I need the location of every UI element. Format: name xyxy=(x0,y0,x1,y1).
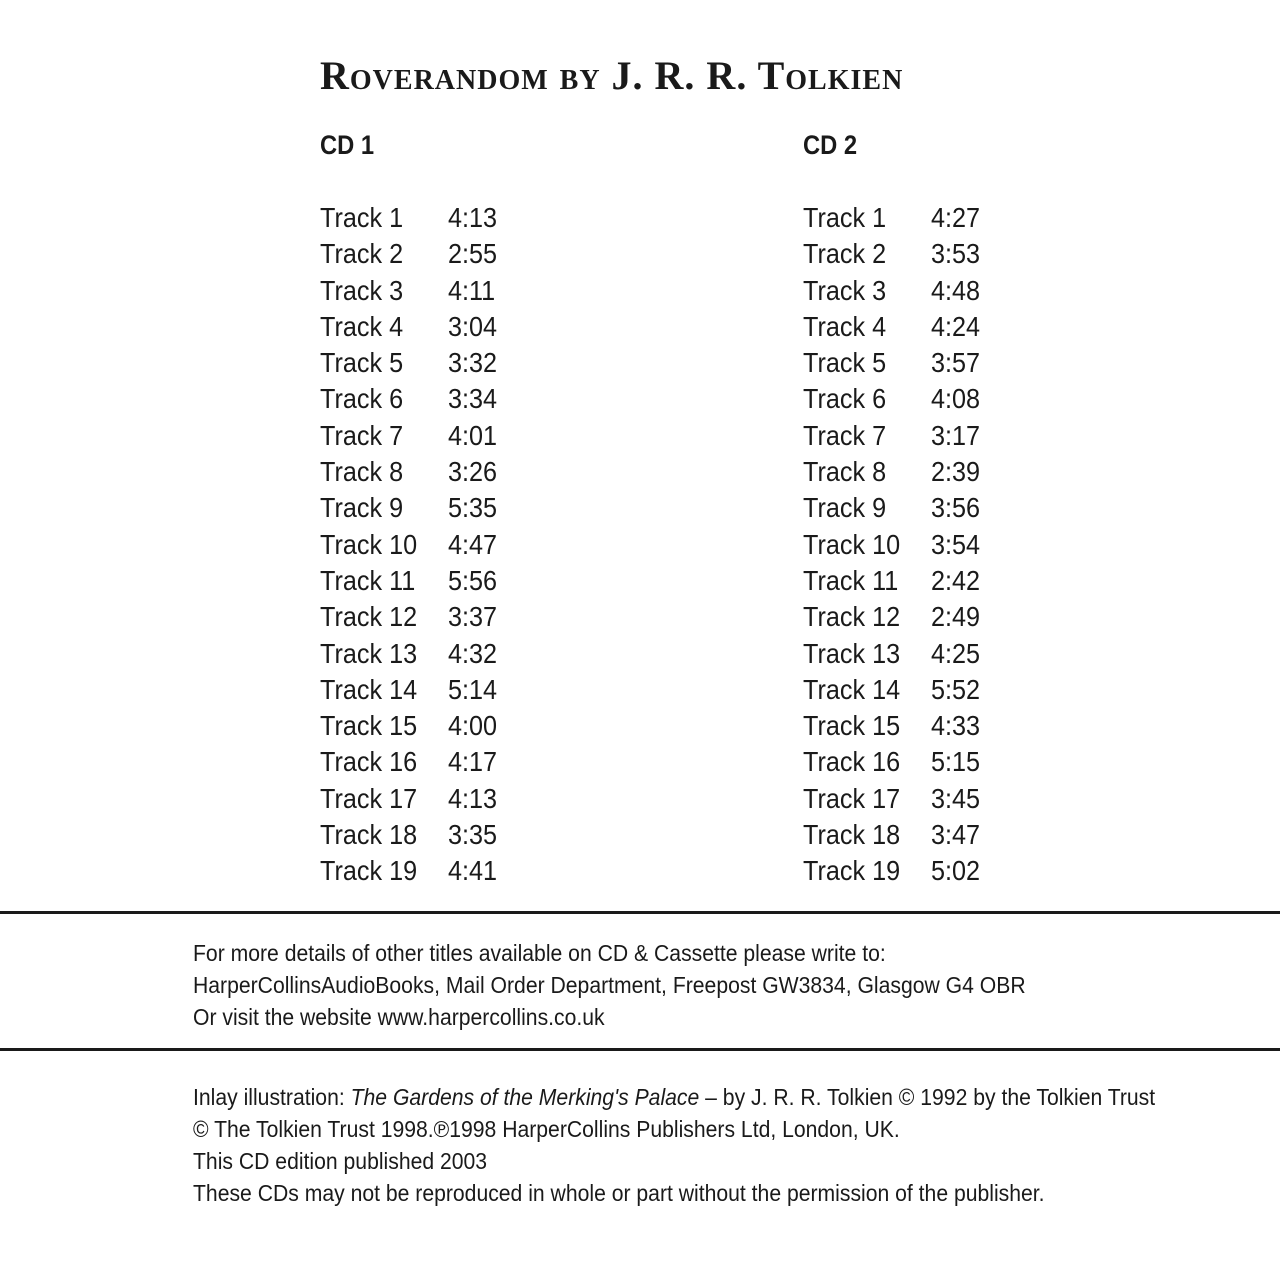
track-row xyxy=(320,454,503,490)
track-name: Track 16 xyxy=(320,746,418,778)
contact-line: For more details of other titles available on CD & Cassette please write to: xyxy=(193,940,886,966)
track-duration: 5:52 xyxy=(931,673,981,705)
track-duration: 4:08 xyxy=(931,383,981,415)
track-name: Track 11 xyxy=(803,564,899,596)
track-name: Track 17 xyxy=(320,782,418,814)
track-name: Track 15 xyxy=(803,710,901,742)
track-duration: 4:25 xyxy=(931,637,981,669)
track-row xyxy=(320,236,503,272)
divider-top xyxy=(0,911,1280,914)
track-name: Track 19 xyxy=(320,855,418,887)
track-name: Track 6 xyxy=(320,383,404,415)
reproduction-notice: These CDs may not be reproduced in whole or part without the permission of the publisher. xyxy=(193,1180,1045,1206)
track-name: Track 15 xyxy=(320,710,418,742)
track-name: Track 4 xyxy=(803,310,887,342)
track-row xyxy=(320,345,503,381)
track-name: Track 5 xyxy=(320,347,404,379)
copyright-line: © The Tolkien Trust 1998.℗1998 HarperCollins Publishers Ltd, London, UK. xyxy=(193,1116,900,1142)
track-duration: 4:41 xyxy=(448,855,498,887)
track-name: Track 7 xyxy=(320,419,404,451)
track-duration: 3:17 xyxy=(931,419,981,451)
track-duration: 4:47 xyxy=(448,528,498,560)
track-duration: 4:00 xyxy=(448,710,498,742)
track-row xyxy=(803,636,986,672)
contact-website: Or visit the website www.harpercollins.co.uk xyxy=(193,1004,605,1030)
track-name: Track 6 xyxy=(803,383,887,415)
cd1-column xyxy=(320,130,580,887)
track-row xyxy=(803,599,986,635)
cd1-heading: CD 1 xyxy=(320,130,375,160)
track-name: Track 14 xyxy=(803,673,901,705)
track-row xyxy=(320,200,503,236)
track-duration: 3:56 xyxy=(931,492,981,524)
track-name: Track 7 xyxy=(803,419,887,451)
track-row xyxy=(320,817,503,853)
track-row xyxy=(803,817,986,853)
track-row xyxy=(803,490,986,526)
illustration-credit-suffix: – by J. R. R. Tolkien © 1992 by the Tolkien Trust xyxy=(699,1084,1156,1110)
track-row xyxy=(320,527,503,563)
track-name: Track 3 xyxy=(803,274,887,306)
track-row xyxy=(803,744,986,780)
edition-line: This CD edition published 2003 xyxy=(193,1148,488,1174)
track-duration: 2:42 xyxy=(931,564,981,596)
track-duration: 4:17 xyxy=(448,746,498,778)
track-duration: 2:49 xyxy=(931,601,981,633)
track-duration: 5:56 xyxy=(448,564,498,596)
track-duration: 3:45 xyxy=(931,782,981,814)
track-row xyxy=(320,309,503,345)
track-duration: 4:11 xyxy=(448,274,496,306)
track-duration: 2:55 xyxy=(448,238,498,270)
cd2-track-list xyxy=(803,200,986,890)
track-row xyxy=(803,381,986,417)
illustration-credit xyxy=(193,1081,1156,1113)
track-row xyxy=(803,853,986,889)
track-duration: 3:53 xyxy=(931,238,981,270)
track-duration: 3:47 xyxy=(931,819,981,851)
track-name: Track 8 xyxy=(320,456,404,488)
track-row xyxy=(803,527,986,563)
track-duration: 5:02 xyxy=(931,855,981,887)
track-duration: 4:32 xyxy=(448,637,498,669)
track-name: Track 9 xyxy=(803,492,887,524)
track-duration: 4:33 xyxy=(931,710,981,742)
track-duration: 3:32 xyxy=(448,347,498,379)
track-row xyxy=(320,381,503,417)
track-duration: 3:54 xyxy=(931,528,981,560)
track-row xyxy=(320,490,503,526)
track-row xyxy=(803,418,986,454)
track-duration: 5:35 xyxy=(448,492,498,524)
track-duration: 3:26 xyxy=(448,456,498,488)
page-title: Roverandom by J. R. R. Tolkien xyxy=(320,53,904,98)
track-name: Track 17 xyxy=(803,782,901,814)
track-name: Track 5 xyxy=(803,347,887,379)
track-name: Track 1 xyxy=(803,202,887,233)
track-row xyxy=(320,273,503,309)
credits-info xyxy=(193,1081,1233,1209)
illustration-credit-prefix: Inlay illustration: xyxy=(193,1084,351,1110)
track-name: Track 9 xyxy=(320,492,404,524)
track-name: Track 3 xyxy=(320,274,404,306)
track-name: Track 12 xyxy=(803,601,901,633)
track-duration: 4:48 xyxy=(931,274,981,306)
track-duration: 3:04 xyxy=(448,310,498,342)
track-row xyxy=(803,672,986,708)
track-name: Track 14 xyxy=(320,673,418,705)
track-duration: 3:35 xyxy=(448,819,498,851)
track-duration: 4:27 xyxy=(931,202,981,233)
track-row xyxy=(320,563,503,599)
track-name: Track 11 xyxy=(320,564,416,596)
track-name: Track 13 xyxy=(803,637,901,669)
track-row xyxy=(803,273,986,309)
track-row xyxy=(320,418,503,454)
track-name: Track 10 xyxy=(803,528,901,560)
contact-info xyxy=(193,937,1233,1033)
cd2-column xyxy=(803,130,1063,887)
track-name: Track 18 xyxy=(320,819,418,851)
track-name: Track 19 xyxy=(803,855,901,887)
track-name: Track 4 xyxy=(320,310,404,342)
divider-bottom xyxy=(0,1048,1280,1051)
track-duration: 4:01 xyxy=(448,419,498,451)
track-row xyxy=(320,599,503,635)
track-duration: 3:34 xyxy=(448,383,498,415)
track-row xyxy=(803,454,986,490)
track-row xyxy=(803,236,986,272)
track-name: Track 18 xyxy=(803,819,901,851)
track-duration: 5:15 xyxy=(931,746,981,778)
track-row xyxy=(320,708,503,744)
track-duration: 3:37 xyxy=(448,601,498,633)
track-row xyxy=(320,636,503,672)
track-duration: 3:57 xyxy=(931,347,981,379)
track-name: Track 1 xyxy=(320,202,404,233)
illustration-title: The Gardens of the Merking's Palace xyxy=(350,1084,700,1110)
track-row xyxy=(803,563,986,599)
track-duration: 5:14 xyxy=(448,673,498,705)
cd1-track-list xyxy=(320,200,503,890)
track-row xyxy=(320,781,503,817)
track-row xyxy=(320,853,503,889)
track-row xyxy=(803,345,986,381)
track-name: Track 10 xyxy=(320,528,418,560)
track-duration: 4:24 xyxy=(931,310,981,342)
track-row xyxy=(803,200,986,236)
cd2-heading: CD 2 xyxy=(803,130,858,160)
track-row xyxy=(803,708,986,744)
track-duration: 4:13 xyxy=(448,202,498,233)
track-name: Track 8 xyxy=(803,456,887,488)
track-name: Track 16 xyxy=(803,746,901,778)
track-name: Track 2 xyxy=(320,238,404,270)
track-name: Track 13 xyxy=(320,637,418,669)
track-row xyxy=(320,672,503,708)
track-row xyxy=(803,309,986,345)
track-row xyxy=(803,781,986,817)
track-duration: 4:13 xyxy=(448,782,498,814)
track-name: Track 2 xyxy=(803,238,887,270)
track-duration: 2:39 xyxy=(931,456,981,488)
track-row xyxy=(320,744,503,780)
contact-address: HarperCollinsAudioBooks, Mail Order Department, Freepost GW3834, Glasgow G4 OBR xyxy=(193,972,1026,998)
track-name: Track 12 xyxy=(320,601,418,633)
